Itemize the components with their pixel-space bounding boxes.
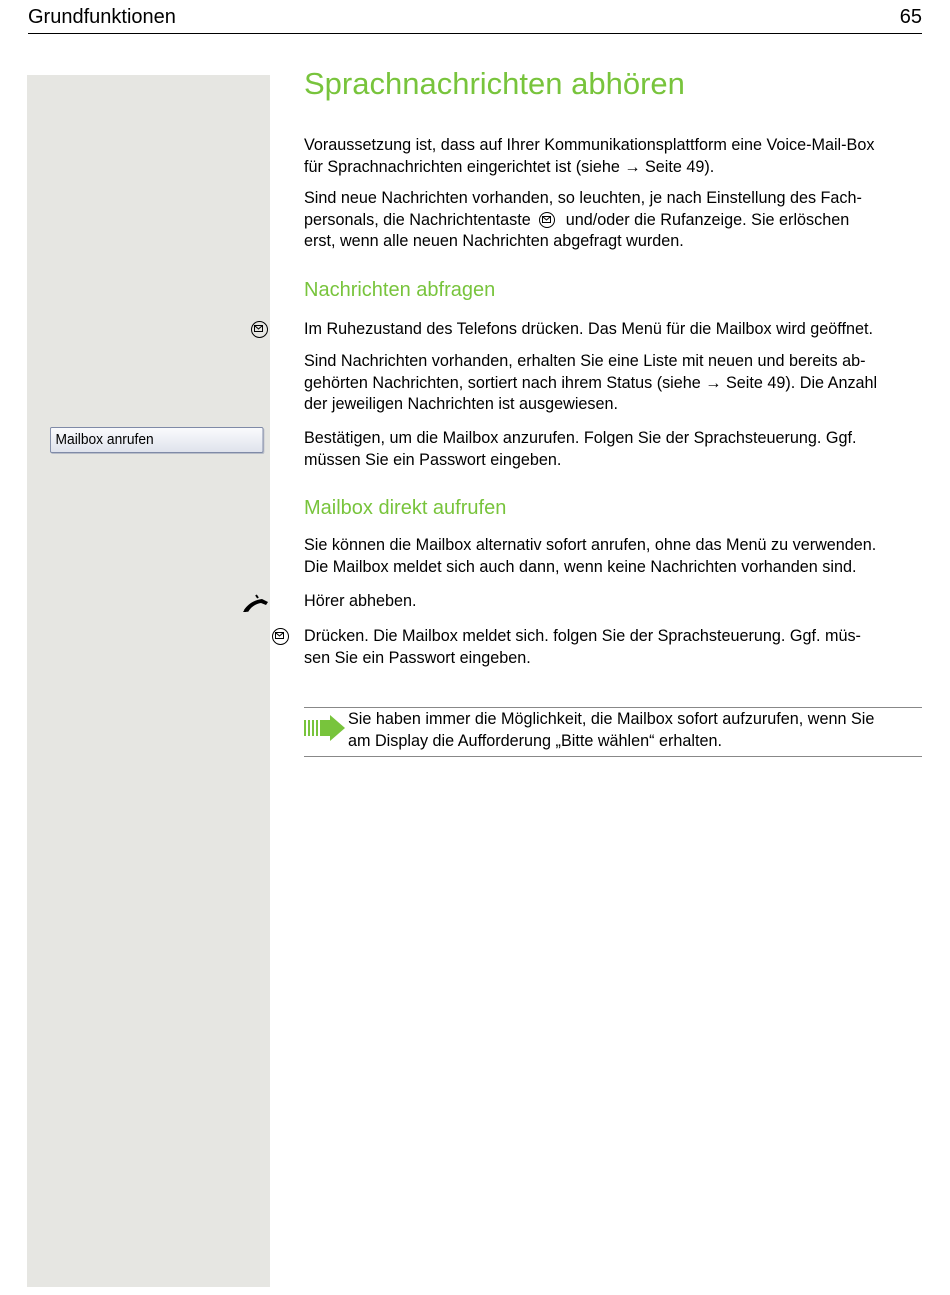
note-text bbox=[348, 709, 924, 752]
mail-key-icon bbox=[539, 212, 555, 228]
text-line: der jeweiligen Nachrichten ist ausgewiesen. bbox=[304, 395, 619, 413]
text-line: erst, wenn alle neuen Nachrichten abgefragt wurden. bbox=[304, 232, 684, 250]
sidebar-column bbox=[27, 75, 270, 1287]
text-line: Sie können die Mailbox alternativ sofort anrufen, ohne das Menü zu verwenden. bbox=[304, 536, 877, 554]
text-line bbox=[304, 210, 924, 232]
text-line: am Display die Aufforderung „Bitte wählen“ erhalten. bbox=[348, 731, 723, 750]
display-menu-item-mailbox-anrufen: Mailbox anrufen bbox=[50, 427, 263, 453]
intro-paragraph-1 bbox=[304, 135, 924, 178]
step-paragraph bbox=[304, 626, 924, 669]
text-line: Sind Nachrichten vorhanden, erhalten Sie eine Liste mit neuen und bereits ab- bbox=[304, 352, 866, 370]
text-line: für Sprachnachrichten eingerichtet ist (siehe → Seite 49). bbox=[304, 157, 715, 176]
text-line: müssen Sie ein Passwort eingeben. bbox=[304, 450, 562, 469]
text-line: Sie haben immer die Möglichkeit, die Mailbox sofort aufzurufen, wenn Sie bbox=[348, 710, 875, 728]
mail-key-icon bbox=[251, 321, 268, 338]
header-divider bbox=[28, 33, 922, 34]
text-segment: und/oder die Rufanzeige. Sie erlöschen bbox=[565, 210, 850, 229]
page-number: 65 bbox=[899, 6, 922, 28]
running-header-section: Grundfunktionen bbox=[28, 6, 176, 28]
step-text: Hörer abheben. bbox=[304, 592, 417, 610]
handset-lift-icon bbox=[242, 593, 270, 618]
note-arrow-icon bbox=[304, 715, 346, 746]
step-paragraph bbox=[304, 351, 924, 416]
mail-key-icon bbox=[272, 628, 289, 645]
section-intro bbox=[304, 535, 924, 578]
text-line: Voraussetzung ist, dass auf Ihrer Kommunikationsplattform eine Voice-Mail-Box bbox=[304, 136, 875, 154]
text-segment: personals, die Nachrichtentaste bbox=[304, 210, 531, 229]
text-line: Drücken. Die Mailbox meldet sich. folgen Sie der Sprachsteuerung. Ggf. müs- bbox=[304, 627, 861, 645]
page-title: Sprachnachrichten abhören bbox=[304, 66, 685, 101]
text-line: Sind neue Nachrichten vorhanden, so leuchten, je nach Einstellung des Fach- bbox=[304, 189, 862, 207]
section-heading-mailbox-direkt-aufrufen: Mailbox direkt aufrufen bbox=[304, 497, 507, 519]
note-bottom-rule bbox=[304, 756, 922, 757]
intro-paragraph-2 bbox=[304, 188, 924, 253]
text-line: sen Sie ein Passwort eingeben. bbox=[304, 648, 531, 667]
step-text: Im Ruhezustand des Telefons drücken. Das Menü für die Mailbox wird geöffnet. bbox=[304, 320, 873, 338]
text-line: Die Mailbox meldet sich auch dann, wenn keine Nachrichten vorhanden sind. bbox=[304, 557, 857, 576]
text-line: gehörten Nachrichten, sortiert nach ihrem Status (siehe → Seite 49). Die Anzahl bbox=[304, 373, 878, 392]
section-heading-nachrichten-abfragen: Nachrichten abfragen bbox=[304, 279, 496, 301]
step-paragraph bbox=[304, 428, 924, 471]
note-top-rule bbox=[304, 707, 922, 708]
text-line: Bestätigen, um die Mailbox anzurufen. Folgen Sie der Sprachsteuerung. Ggf. bbox=[304, 429, 857, 447]
